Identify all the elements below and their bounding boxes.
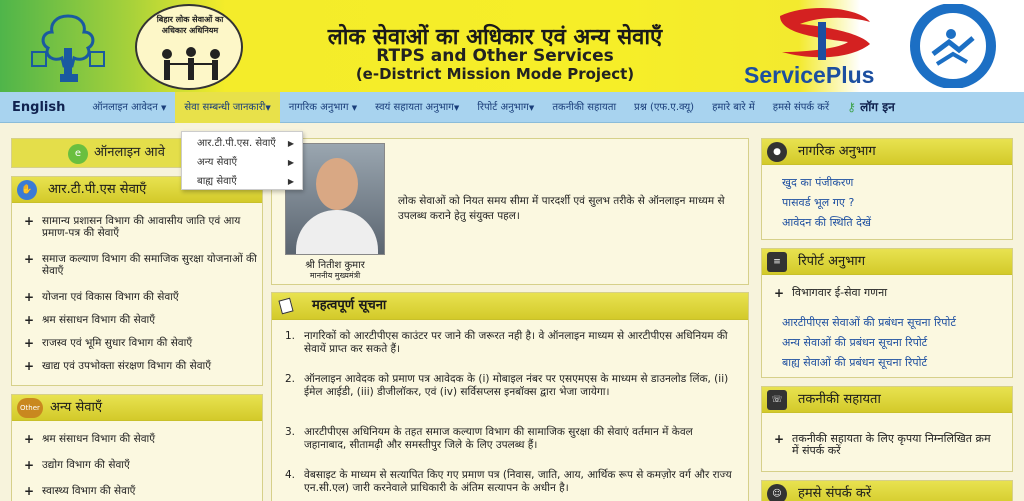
list-item[interactable]: + विभागवार ई-सेवा गणना xyxy=(774,286,888,300)
plus-icon: + xyxy=(24,290,35,304)
list-item[interactable]: + खाद्य एवं उपभोक्ता संरक्षण विभाग की सेवाएँ xyxy=(24,359,212,373)
people-icon xyxy=(155,46,227,86)
panel-header: Other अन्य सेवाएँ xyxy=(12,395,262,421)
online-icon: e xyxy=(68,144,88,164)
bihar-govt-logo xyxy=(20,8,116,88)
support-icon: ☏ xyxy=(767,390,787,410)
panel-header: ≡ रिपोर्ट अनुभाग xyxy=(762,249,1012,275)
site-header xyxy=(0,0,1024,92)
nav-online-application[interactable]: ऑनलाइन आवेदन ▼ xyxy=(92,101,167,113)
cm-message-panel xyxy=(271,138,749,285)
plus-icon: + xyxy=(774,432,785,446)
plus-icon: + xyxy=(24,214,35,228)
rtps-act-seal: बिहार लोक सेवाओं का अधिकार अधिनियम xyxy=(135,4,243,90)
register-link[interactable]: खुद का पंजीकरण xyxy=(782,176,854,189)
menu-item-other-services[interactable]: अन्य सेवाएँ ▶ xyxy=(182,153,302,172)
report-panel xyxy=(761,248,1013,378)
panel-header: ✋ आर.टी.पी.एस सेवाएँ xyxy=(12,177,262,203)
megaphone-icon xyxy=(278,298,293,315)
header-subtitle2: (e-District Mission Mode Project) xyxy=(355,65,635,83)
plus-icon: + xyxy=(24,458,35,472)
nav-contact-us[interactable]: हमसे संपर्क करें xyxy=(772,101,830,113)
list-item[interactable]: + राजस्व एवं भूमि सुधार विभाग की सेवाएँ xyxy=(24,336,193,350)
online-apply-panel[interactable]: e ऑनलाइन आवे xyxy=(11,138,263,168)
admin-reform-logo xyxy=(893,4,1013,88)
citizen-icon: ● xyxy=(767,142,787,162)
chevron-down-icon: ▼ xyxy=(351,103,358,112)
contact-icon: ☺ xyxy=(767,484,787,501)
login-link[interactable]: ⚷ लॉग इन xyxy=(847,99,895,114)
list-item[interactable]: + श्रम संसाधन विभाग की सेवाएँ xyxy=(24,313,156,327)
nav-report-section[interactable]: रिपोर्ट अनुभाग▼ xyxy=(477,101,535,113)
chevron-down-icon: ▼ xyxy=(453,103,460,112)
cm-name: श्री नितीश कुमार xyxy=(305,260,365,271)
plus-icon: + xyxy=(24,359,35,373)
plus-icon: + xyxy=(24,336,35,350)
chevron-right-icon: ▶ xyxy=(287,177,294,186)
header-subtitle: RTPS and Other Services xyxy=(376,46,614,66)
nav-faq[interactable]: प्रश्न (एफ.ए.क्यू) xyxy=(634,101,695,113)
service-info-dropdown xyxy=(181,131,303,190)
list-item[interactable]: + उद्योग विभाग की सेवाएँ xyxy=(24,458,130,472)
notice-item: 1. नागरिकों को आरटीपीएस काउंटर पर जाने की जरूरत नही है। वे ऑनलाइन माध्यम से आरटीपीएस अधिनियम की सेवायें प्राप्त कर सकते हैं। xyxy=(285,330,728,355)
notices-panel xyxy=(271,292,749,501)
menu-item-rtps-services[interactable]: आर.टी.पी.एस. सेवाएँ ▶ xyxy=(182,134,302,153)
chevron-right-icon: ▶ xyxy=(287,158,294,167)
plus-icon: + xyxy=(774,286,785,300)
nav-citizen-section[interactable]: नागरिक अनुभाग ▼ xyxy=(288,101,358,113)
list-item[interactable]: + सामान्य प्रशासन विभाग की आवासीय जाति एवं आय प्रमाण-पत्र की सेवाएँ xyxy=(24,214,241,239)
serviceplus-mark-icon xyxy=(770,8,890,62)
nav-technical-support[interactable]: तकनीकी सहायता xyxy=(552,101,617,113)
list-item[interactable]: + योजना एवं विकास विभाग की सेवाएँ xyxy=(24,290,179,304)
rtps-mis-report-link[interactable]: आरटीपीएस सेवाओं की प्रबंधन सूचना रिपोर्ट xyxy=(782,316,956,329)
panel-header: ☺ हमसे संपर्क करें xyxy=(762,481,1012,501)
list-item[interactable]: + स्वास्थ्य विभाग की सेवाएँ xyxy=(24,484,136,498)
header-title: लोक सेवाओं का अधिकार एवं अन्य सेवाएँ xyxy=(327,24,663,50)
rtps-services-panel xyxy=(11,176,263,386)
forgot-password-link[interactable]: पासवर्ड भूल गए ? xyxy=(782,196,855,209)
plus-icon: + xyxy=(24,313,35,327)
other-services-panel xyxy=(11,394,263,501)
chevron-down-icon: ▼ xyxy=(160,103,167,112)
nav-self-help[interactable]: स्वयं सहायता अनुभाग▼ xyxy=(375,101,460,113)
rtps-icon: ✋ xyxy=(17,180,37,200)
chevron-down-icon: ▼ xyxy=(265,103,271,112)
other-mis-report-link[interactable]: अन्य सेवाओं की प्रबंधन सूचना रिपोर्ट xyxy=(782,336,928,349)
cm-message: लोक सेवाओं को नियत समय सीमा में पारदर्शी एवं सुलभ तरीके से ऑनलाइन माध्यम से उपलब्ध कराने हेतु संयुक्त पहल। xyxy=(398,195,725,222)
report-icon: ≡ xyxy=(767,252,787,272)
list-item[interactable]: + समाज कल्याण विभाग की समाजिक सुरक्षा योजनाओं की सेवाएँ xyxy=(24,252,257,277)
nav-service-info[interactable]: सेवा सम्बन्धी जानकारी▼ xyxy=(175,92,279,123)
panel-header: महत्वपूर्ण सूचना xyxy=(272,293,748,320)
chevron-right-icon: ▶ xyxy=(287,139,294,148)
panel-header: ● नागरिक अनुभाग xyxy=(762,139,1012,165)
notice-item: 2. ऑनलाइन आवेदक को प्रमाण पत्र आवेदक के (i) मोबाइल नंबर पर एसएमएस के माध्यम से डाउनलोड लिंक, (ii) ईमेल आईडी, (iii) डीजीलॉकर, एवं (iv) सर्विसप्लस इनबॉक्स द्वारा भेजा जायेगा। xyxy=(285,373,729,398)
plus-icon: + xyxy=(24,252,35,266)
plus-icon: + xyxy=(24,432,35,446)
serviceplus-logo: ServicePlus xyxy=(740,8,890,90)
external-mis-report-link[interactable]: बाह्य सेवाओं की प्रबंधन सूचना रिपोर्ट xyxy=(782,356,927,369)
nav-about-us[interactable]: हमारे बारे में xyxy=(712,101,755,113)
key-icon: ⚷ xyxy=(847,99,856,114)
citizen-panel xyxy=(761,138,1013,240)
notice-item: 3. आरटीपीएस अधिनियम के तहत समाज कल्याण विभाग की सामाजिक सुरक्षा की सेवाएं वर्तमान में केवल जहानाबाद, सीतामढ़ी और समस्तीपुर जिले के लिए उपलब्ध हैं। xyxy=(285,426,693,451)
notice-item: 4. वेबसाइट के माध्यम से सत्यापित किए गए प्रमाण पत्र (निवास, जाति, आय, आर्थिक रूप से कमज़ोर वर्ग और राज्य एन.सी.एल) जारी करनेवाले प्राधिकारी के अंतिम सत्यापन के अधीन है। xyxy=(285,469,732,494)
tech-support-panel xyxy=(761,386,1013,472)
other-icon: Other xyxy=(17,398,43,418)
application-status-link[interactable]: आवेदन की स्थिति देखें xyxy=(782,216,871,229)
main-nav xyxy=(0,92,1024,123)
list-item[interactable]: + श्रम संसाधन विभाग की सेवाएँ xyxy=(24,432,156,446)
contact-panel xyxy=(761,480,1013,501)
menu-item-external-services[interactable]: बाह्य सेवाएँ ▶ xyxy=(182,172,302,191)
cm-designation: माननीय मुख्यमंत्री xyxy=(309,271,361,280)
english-toggle[interactable]: English xyxy=(12,99,66,115)
list-item[interactable]: + तकनीकी सहायता के लिए कृपया निम्नलिखित क्रम में संपर्क करें xyxy=(774,432,991,457)
plus-icon: + xyxy=(24,484,35,498)
panel-header: ☏ तकनीकी सहायता xyxy=(762,387,1012,413)
chevron-down-icon: ▼ xyxy=(528,103,535,112)
